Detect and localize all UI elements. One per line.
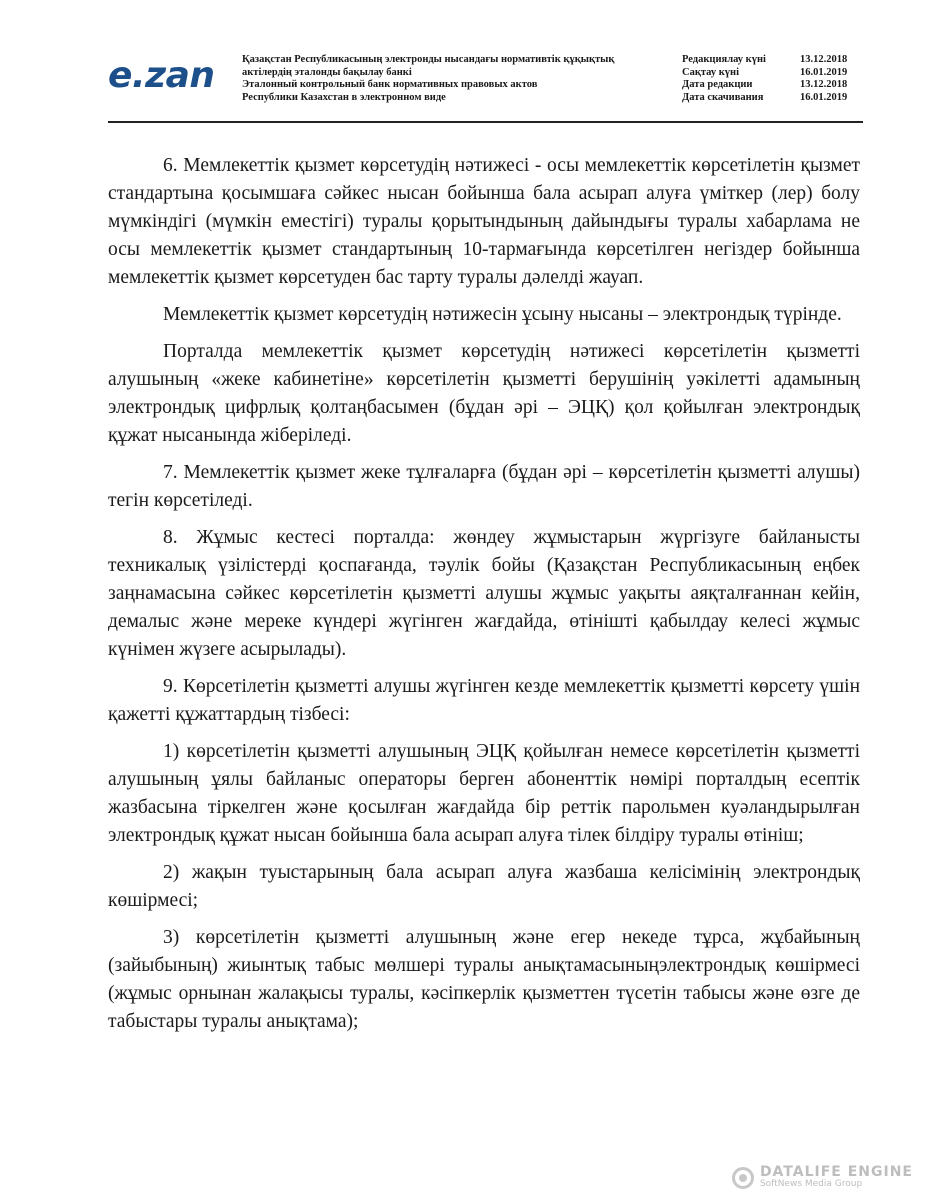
body-paragraph: 8. Жұмыс кестесі порталда: жөндеу жұмыстарын жүргізуге байланысты техникалық үзілістерді қоспағанда, тәулік бойы (Қазақстан Республикасының еңбек заңнамасына сәйкес көрсетілетін қызметті алушы жұмыс уақыты аяқталғаннан кейін, демалыс және мереке күндері жүгінген жағдайда, өтінішті қабылдау келесі жұмыс күнімен жүзеге асырылады).: [108, 527, 860, 660]
meta-value: 13.12.2018: [800, 79, 848, 90]
meta-value: 16.01.2019: [800, 66, 848, 78]
body-paragraph: 9. Көрсетілетін қызметті алушы жүгінген кезде мемлекеттік қызметті көрсету үшін қажетті құжаттардың тізбесі:: [108, 676, 860, 725]
ezan-logo[interactable]: e.zan: [108, 55, 215, 96]
meta-row: [682, 54, 882, 67]
header-description-line: Эталонный контрольный банк нормативных правовых актов: [242, 79, 538, 90]
watermark: [732, 1165, 913, 1190]
header-description: [242, 54, 662, 104]
body-paragraph: Мемлекеттік қызмет көрсетудің нәтижесін ұсыну нысаны – электрондық түрінде.: [163, 304, 842, 325]
header-description-line: Қазақстан Республикасының электронды нысандағы нормативтік құқықтық: [242, 54, 615, 65]
header-description-line: Республики Казахстан в электронном виде: [242, 91, 446, 103]
datalife-logo-icon: [732, 1167, 754, 1189]
document-header: [108, 52, 863, 120]
body-paragraph: 7. Мемлекеттік қызмет жеке тұлғаларға (бұдан әрі – көрсетілетін қызметті алушы) тегін көрсетіледі.: [108, 462, 860, 511]
body-paragraph: 1) көрсетілетін қызметті алушының ЭЦҚ қойылған немесе көрсетілетін қызметті алушының ұялы байланыс операторы берген абоненттік нөмірі порталдың есептік жазбасына тіркелген және қосылған жағдайда бір реттік парольмен куәландырылған электрондық құжат нысан бойынша бала асырап алуға тілек білдіру туралы өтініш;: [108, 741, 860, 846]
header-divider: [108, 121, 863, 123]
meta-row: [682, 79, 882, 92]
header-dates: [682, 54, 882, 104]
meta-row: [682, 67, 882, 80]
body-paragraph: 2) жақын туыстарының бала асырап алуға жазбаша келісімінің электрондық көшірмесі;: [108, 862, 860, 911]
meta-value: 13.12.2018: [800, 54, 848, 65]
meta-label: Сақтау күні: [682, 66, 740, 78]
document-body: [108, 152, 860, 1045]
meta-label: Дата редакции: [682, 79, 753, 90]
body-paragraph: 6. Мемлекеттік қызмет көрсетудің нәтижесі - осы мемлекеттік көрсетілетін қызмет стандартына қосымшаға сәйкес нысан бойынша бала асырап алуға үміткер (лер) болу мүмкіндігі (мүмкін еместігі) туралы қорытындының дайындығы туралы хабарлама не осы мемлекеттік қызмет стандартының 10-тармағында көрсетілген негіздер бойынша мемлекеттік қызмет көрсетуден бас тарту туралы дәлелді жауап.: [108, 155, 860, 288]
body-paragraph: Порталда мемлекеттік қызмет көрсетудің нәтижесі көрсетілетін қызметті алушының «жеке кабинетіне» көрсетілетін қызметті берушінің уәкілетті адамының электрондық цифрлық қолтаңбасымен (бұдан әрі – ЭЦҚ) қол қойылған электрондық құжат нысанында жіберіледі.: [108, 341, 860, 446]
meta-label: Редакциялау күні: [682, 54, 766, 65]
meta-value: 16.01.2019: [800, 91, 848, 103]
watermark-subtitle: SoftNews Media Group: [759, 1179, 863, 1189]
meta-label: Дата скачивания: [682, 91, 764, 103]
body-paragraph: 3) көрсетілетін қызметті алушының және егер некеде тұрса, жұбайының (зайыбының) жиынтық табыс мөлшері туралы анықтамасыныңэлектрондық көшірмесі (жұмыс орнынан жалақысы туралы, кәсіпкерлік қызметтен түсетін табысы және өзге де табыстары туралы анықтама);: [108, 927, 860, 1032]
header-description-line: актілердің эталонды бақылау банкі: [242, 66, 412, 78]
watermark-title: DATALIFE ENGINE: [759, 1164, 913, 1180]
meta-row: [682, 92, 882, 105]
